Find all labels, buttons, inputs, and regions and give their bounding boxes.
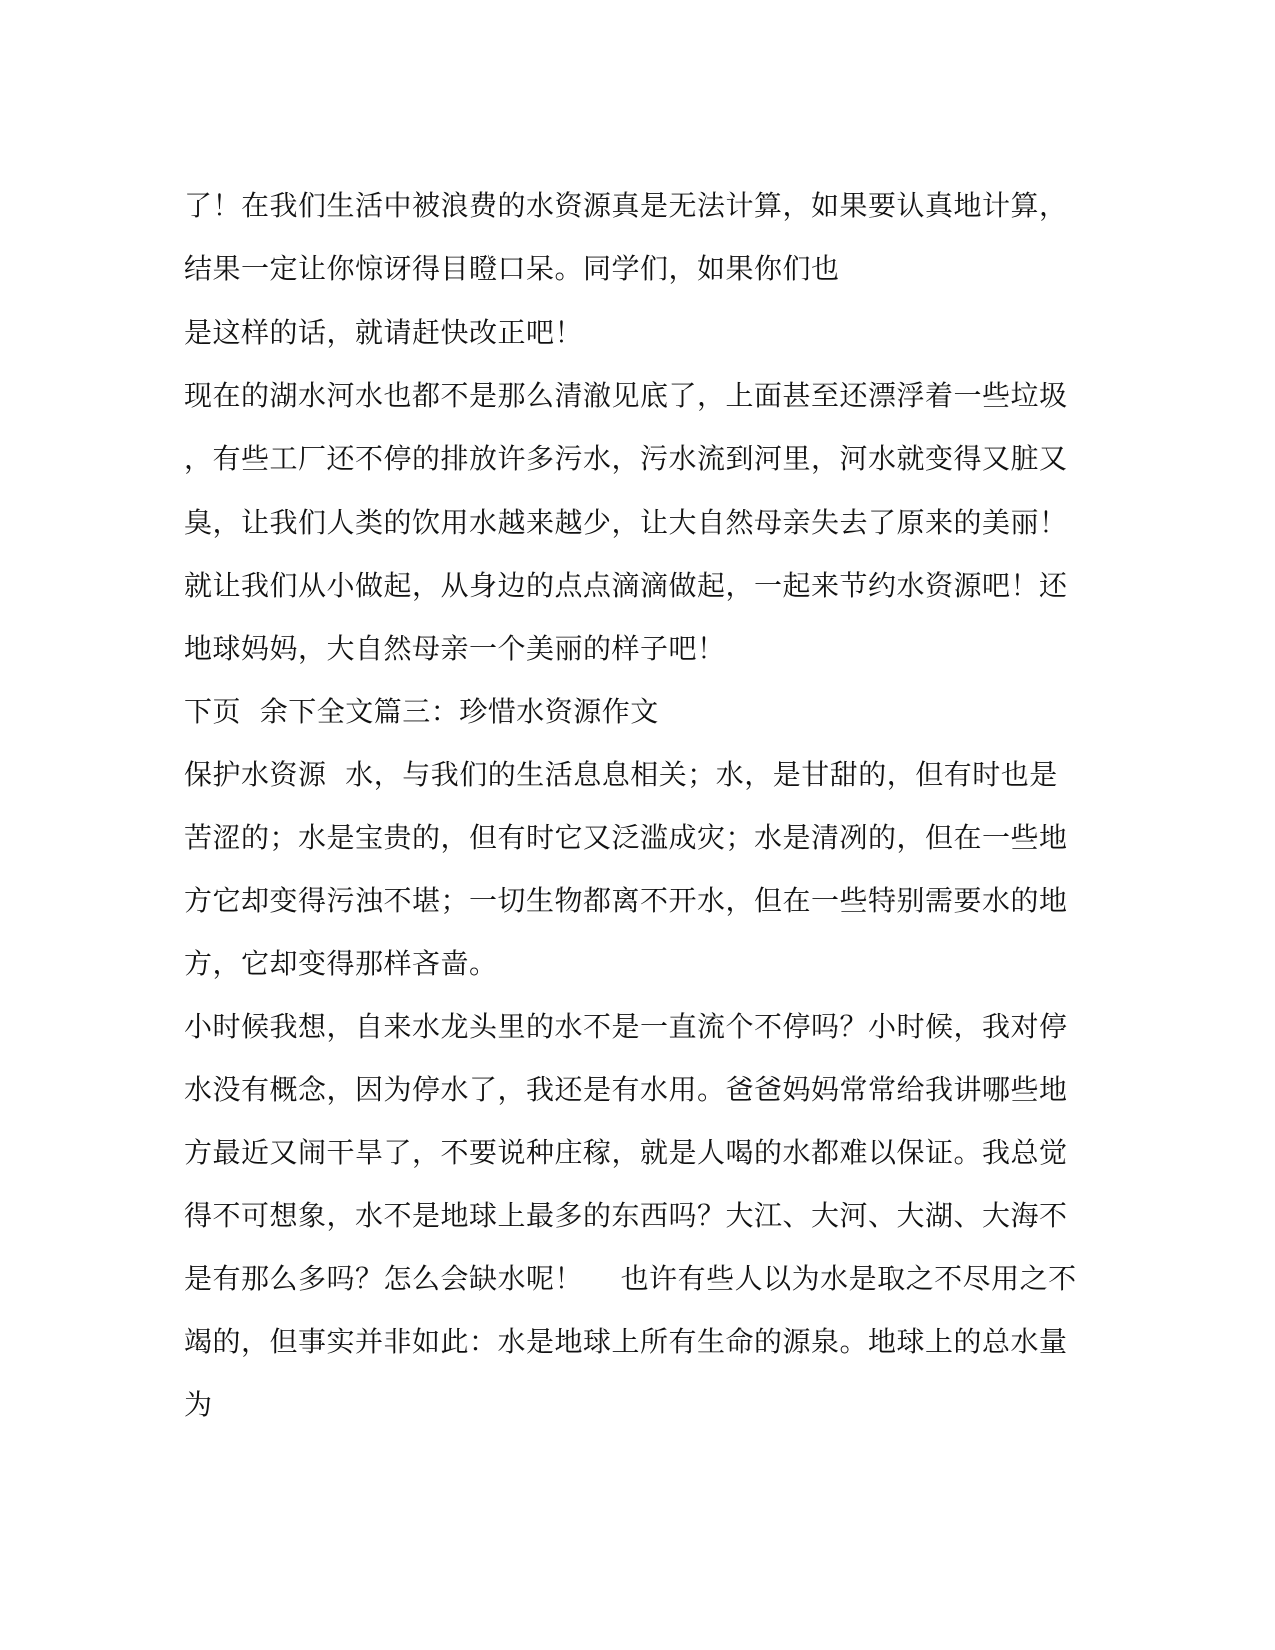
- text-line: 保护水资源 水，与我们的生活息息相关；水，是甘甜的，但有时也是: [184, 758, 1058, 791]
- text-line: 得不可想象，水不是地球上最多的东西吗？大江、大河、大湖、大海不: [184, 1199, 1068, 1232]
- text-line: 方它却变得污浊不堪；一切生物都离不开水，但在一些特别需要水的地: [184, 884, 1068, 917]
- text-line: 小时候我想，自来水龙头里的水不是一直流个不停吗？小时候，我对停: [184, 1010, 1068, 1043]
- text-line: 是这样的话，就请赶快改正吧！: [184, 316, 584, 349]
- text-line: 为: [184, 1388, 213, 1421]
- text-line: 方，它却变得那样吝啬。: [184, 947, 498, 980]
- text-line: 就让我们从小做起，从身边的点点滴滴做起，一起来节约水资源吧！还: [184, 569, 1068, 602]
- section-heading: 下页 余下全文篇三：珍惜水资源作文: [184, 695, 659, 728]
- text-line: 了！在我们生活中被浪费的水资源真是无法计算，如果要认真地计算，: [184, 189, 1068, 222]
- text-line: 方最近又闹干旱了，不要说种庄稼，就是人喝的水都难以保证。我总觉: [184, 1136, 1068, 1169]
- text-line: 苦涩的；水是宝贵的，但有时它又泛滥成灾；水是清冽的，但在一些地: [184, 821, 1068, 854]
- text-line: 竭的，但事实并非如此：水是地球上所有生命的源泉。地球上的总水量: [184, 1325, 1068, 1358]
- text-line: 水没有概念，因为停水了，我还是有水用。爸爸妈妈常常给我讲哪些地: [184, 1073, 1068, 1106]
- text-line: 结果一定让你惊讶得目瞪口呆。同学们，如果你们也: [184, 252, 840, 285]
- text-line: 臭，让我们人类的饮用水越来越少，让大自然母亲失去了原来的美丽！: [184, 506, 1068, 539]
- text-line: ，有些工厂还不停的排放许多污水，污水流到河里，河水就变得又脏又: [184, 442, 1068, 475]
- text-line: 地球妈妈，大自然母亲一个美丽的样子吧！: [184, 632, 726, 665]
- text-line: 是有那么多吗？怎么会缺水呢！ 也许有些人以为水是取之不尽用之不: [184, 1262, 1077, 1295]
- text-line: 现在的湖水河水也都不是那么清澈见底了，上面甚至还漂浮着一些垃圾: [184, 379, 1068, 412]
